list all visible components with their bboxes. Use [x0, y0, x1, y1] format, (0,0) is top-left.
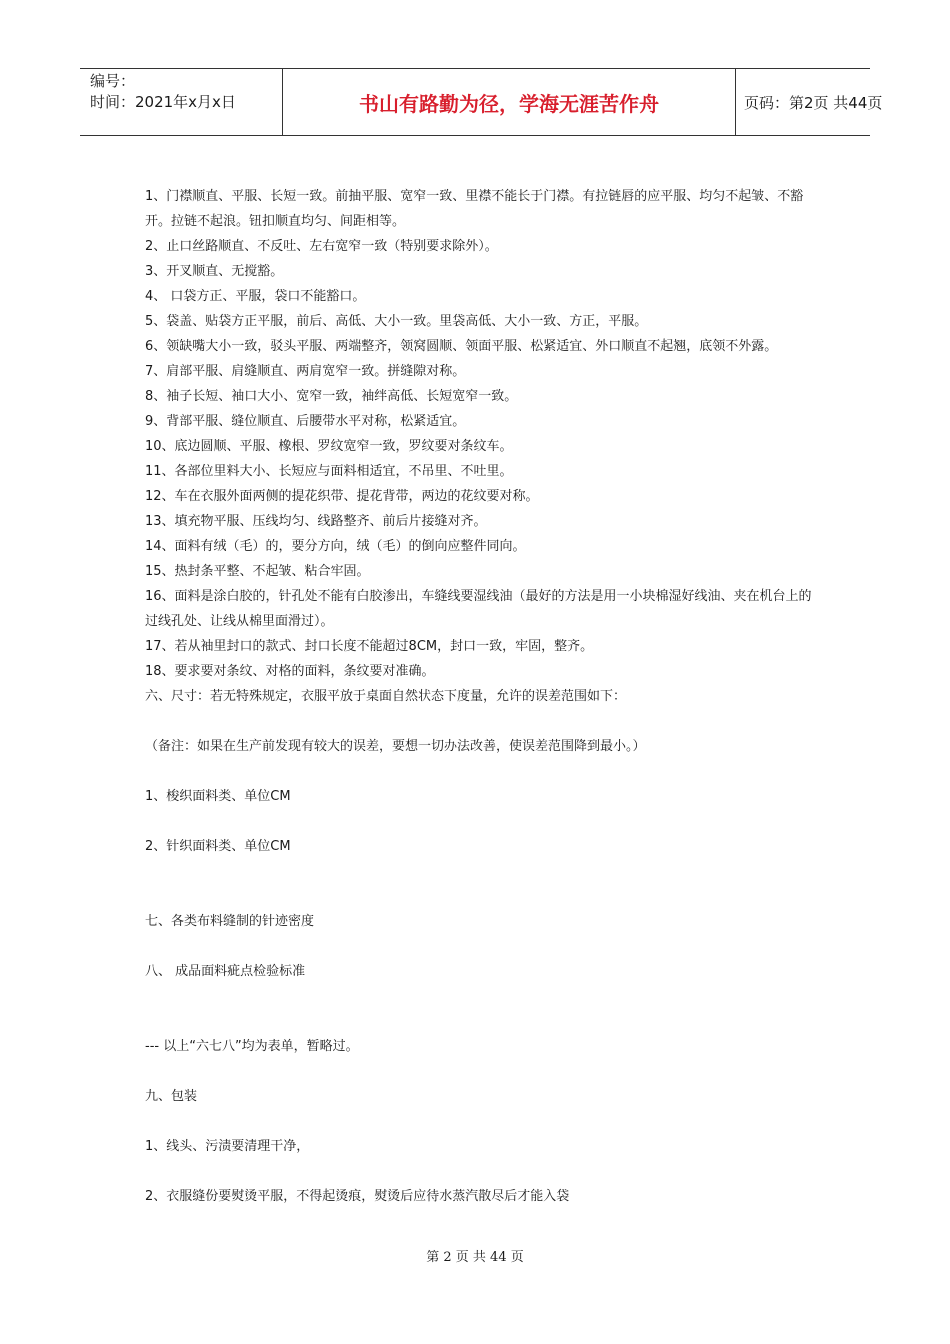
paragraph: 17、若从袖里封口的款式、封口长度不能超过8CM，封口一致，牢固，整齐。 [145, 639, 594, 654]
paragraph: 8、袖子长短、袖口大小、宽窄一致，袖绊高低、长短宽窄一致。 [145, 389, 518, 404]
paragraph: 10、底边圆顺、平服、橡根、罗纹宽窄一致，罗纹要对条纹车。 [145, 439, 513, 454]
paragraph: 1、梭织面料类、单位CM [145, 789, 291, 804]
paragraph: 11、各部位里料大小、长短应与面料相适宜，不吊里、不吐里。 [145, 464, 513, 479]
paragraph: 15、热封条平整、不起皱、粘合牢固。 [145, 564, 370, 579]
paragraph: 六、尺寸：若无特殊规定，衣服平放于桌面自然状态下度量，允许的误差范围如下： [145, 689, 627, 704]
paragraph: 7、肩部平服、肩缝顺直、两肩宽窄一致。拼缝隙对称。 [145, 364, 466, 379]
paragraph: 16、面料是涂白胶的，针孔处不能有白胶渗出，车缝线要湿线油（最好的方法是用一小块棉湿好线油、夹在机台上的过线孔处、让线从棉里面滑过）。 [145, 589, 812, 629]
paragraph: 1、门襟顺直、平服、长短一致。前抽平服、宽窄一致、里襟不能长于门襟。有拉链唇的应平服、均匀不起皱、不豁开。拉链不起浪。钮扣顺直均匀、间距相等。 [145, 189, 804, 229]
paragraph: 八、 成品面料疵点检验标准 [145, 964, 306, 979]
page-header [80, 68, 883, 136]
paragraph: 6、领缺嘴大小一致，驳头平服、两端整齐，领窝圆顺、领面平服、松紧适宜、外口顺直不起翘，底领不外露。 [145, 339, 778, 354]
paragraph: 1、线头、污渍要清理干净， [145, 1139, 310, 1154]
paragraph: 4、 口袋方正、平服，袋口不能豁口。 [145, 289, 366, 304]
paragraph: 2、止口丝路顺直、不反吐、左右宽窄一致（特别要求除外）。 [145, 239, 498, 254]
header-meta [80, 69, 282, 135]
document-date: 时间：2021年x月x日 [90, 93, 236, 111]
paragraph: 12、车在衣服外面两侧的提花织带、提花背带，两边的花纹要对称。 [145, 489, 539, 504]
document-body [145, 184, 815, 1209]
paragraph: 七、各类布料缝制的针迹密度 [145, 914, 315, 929]
paragraph: 九、包装 [145, 1089, 198, 1104]
paragraph: 3、开叉顺直、无搅豁。 [145, 264, 284, 279]
header-page-info: 页码：第2页 共44页 [744, 93, 883, 112]
paragraph: 18、要求要对条纹、对格的面料，条纹要对准确。 [145, 664, 435, 679]
paragraph: 9、背部平服、缝位顺直、后腰带水平对称，松紧适宜。 [145, 414, 466, 429]
paragraph: 2、衣服缝份要熨烫平服，不得起烫痕，熨烫后应待水蒸汽散尽后才能入袋 [145, 1189, 570, 1204]
paragraph: --- 以上“六七八”均为表单，暂略过。 [145, 1039, 359, 1054]
paragraph: （备注：如果在生产前发现有较大的误差，要想一切办法改善，使误差范围降到最小。） [145, 739, 646, 754]
paragraph: 5、袋盖、贴袋方正平服，前后、高低、大小一致。里袋高低、大小一致、方正，平服。 [145, 314, 648, 329]
paragraph: 13、填充物平服、压线均匀、线路整齐、前后片接缝对齐。 [145, 514, 487, 529]
document-number-label: 编号： [90, 72, 136, 90]
page-footer: 第 2 页 共 44 页 [426, 1250, 524, 1265]
header-motto: 书山有路勤为径，学海无涯苦作舟 [282, 69, 736, 135]
paragraph: 2、针织面料类、单位CM [145, 839, 291, 854]
paragraph: 14、面料有绒（毛）的，要分方向，绒（毛）的倒向应整件同向。 [145, 539, 526, 554]
